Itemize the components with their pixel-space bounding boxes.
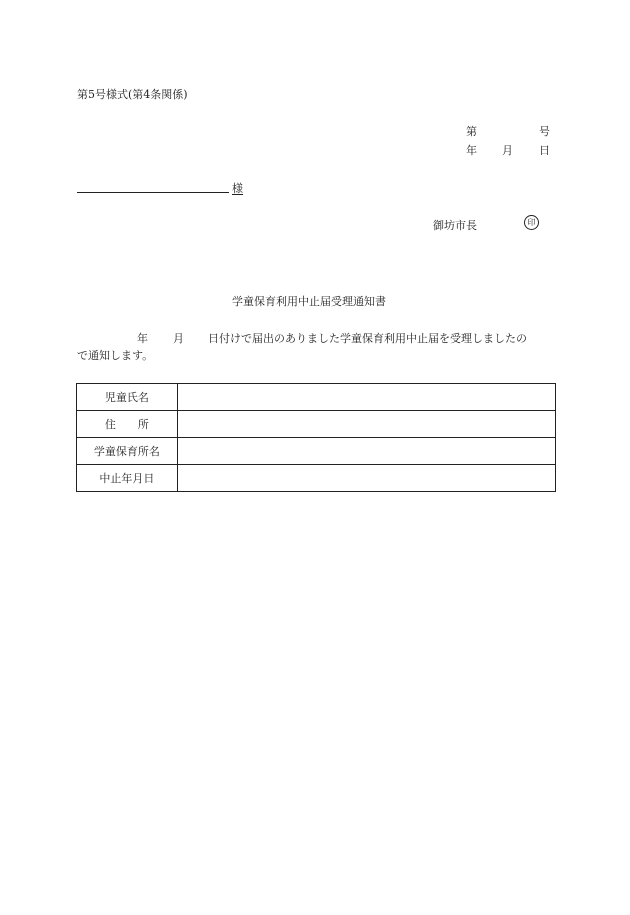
body-month: 月 [173, 332, 184, 345]
row-label-stop-date: 中止年月日 [77, 465, 178, 492]
issuer-name: 御坊市長 [433, 219, 477, 232]
row-value-facility-name[interactable] [177, 438, 555, 465]
form-number: 第5号様式(第4条関係) [77, 88, 188, 101]
body-text-line-1 [77, 330, 557, 344]
row-value-child-name[interactable] [177, 384, 555, 411]
document-title: 学童保育利用中止届受理通知書 [232, 295, 386, 308]
document-date-row [466, 142, 550, 156]
table-row [77, 438, 556, 465]
table-row [77, 384, 556, 411]
body-text-line-2: で通知します。 [77, 349, 154, 362]
row-label-facility-name: 学童保育所名 [77, 438, 178, 465]
date-month: 月 [502, 144, 513, 157]
body-year: 年 [137, 332, 148, 345]
row-label-address: 住 所 [77, 411, 178, 438]
table-row [77, 465, 556, 492]
row-label-child-name: 児童氏名 [77, 384, 178, 411]
date-year: 年 [466, 144, 477, 157]
body-line1-rest: 日付けで届出のありました学童保育利用中止届を受理しましたの [208, 332, 527, 345]
addressee-line [77, 192, 229, 193]
document-number-row [466, 123, 550, 137]
info-table [76, 383, 556, 492]
number-suffix: 号 [539, 125, 550, 138]
row-value-stop-date[interactable] [177, 465, 555, 492]
number-prefix: 第 [466, 125, 477, 138]
table-row [77, 411, 556, 438]
honorific: 様 [232, 182, 243, 195]
row-value-address[interactable] [177, 411, 555, 438]
seal-mark: 印 [524, 215, 539, 230]
date-day: 日 [539, 144, 550, 157]
